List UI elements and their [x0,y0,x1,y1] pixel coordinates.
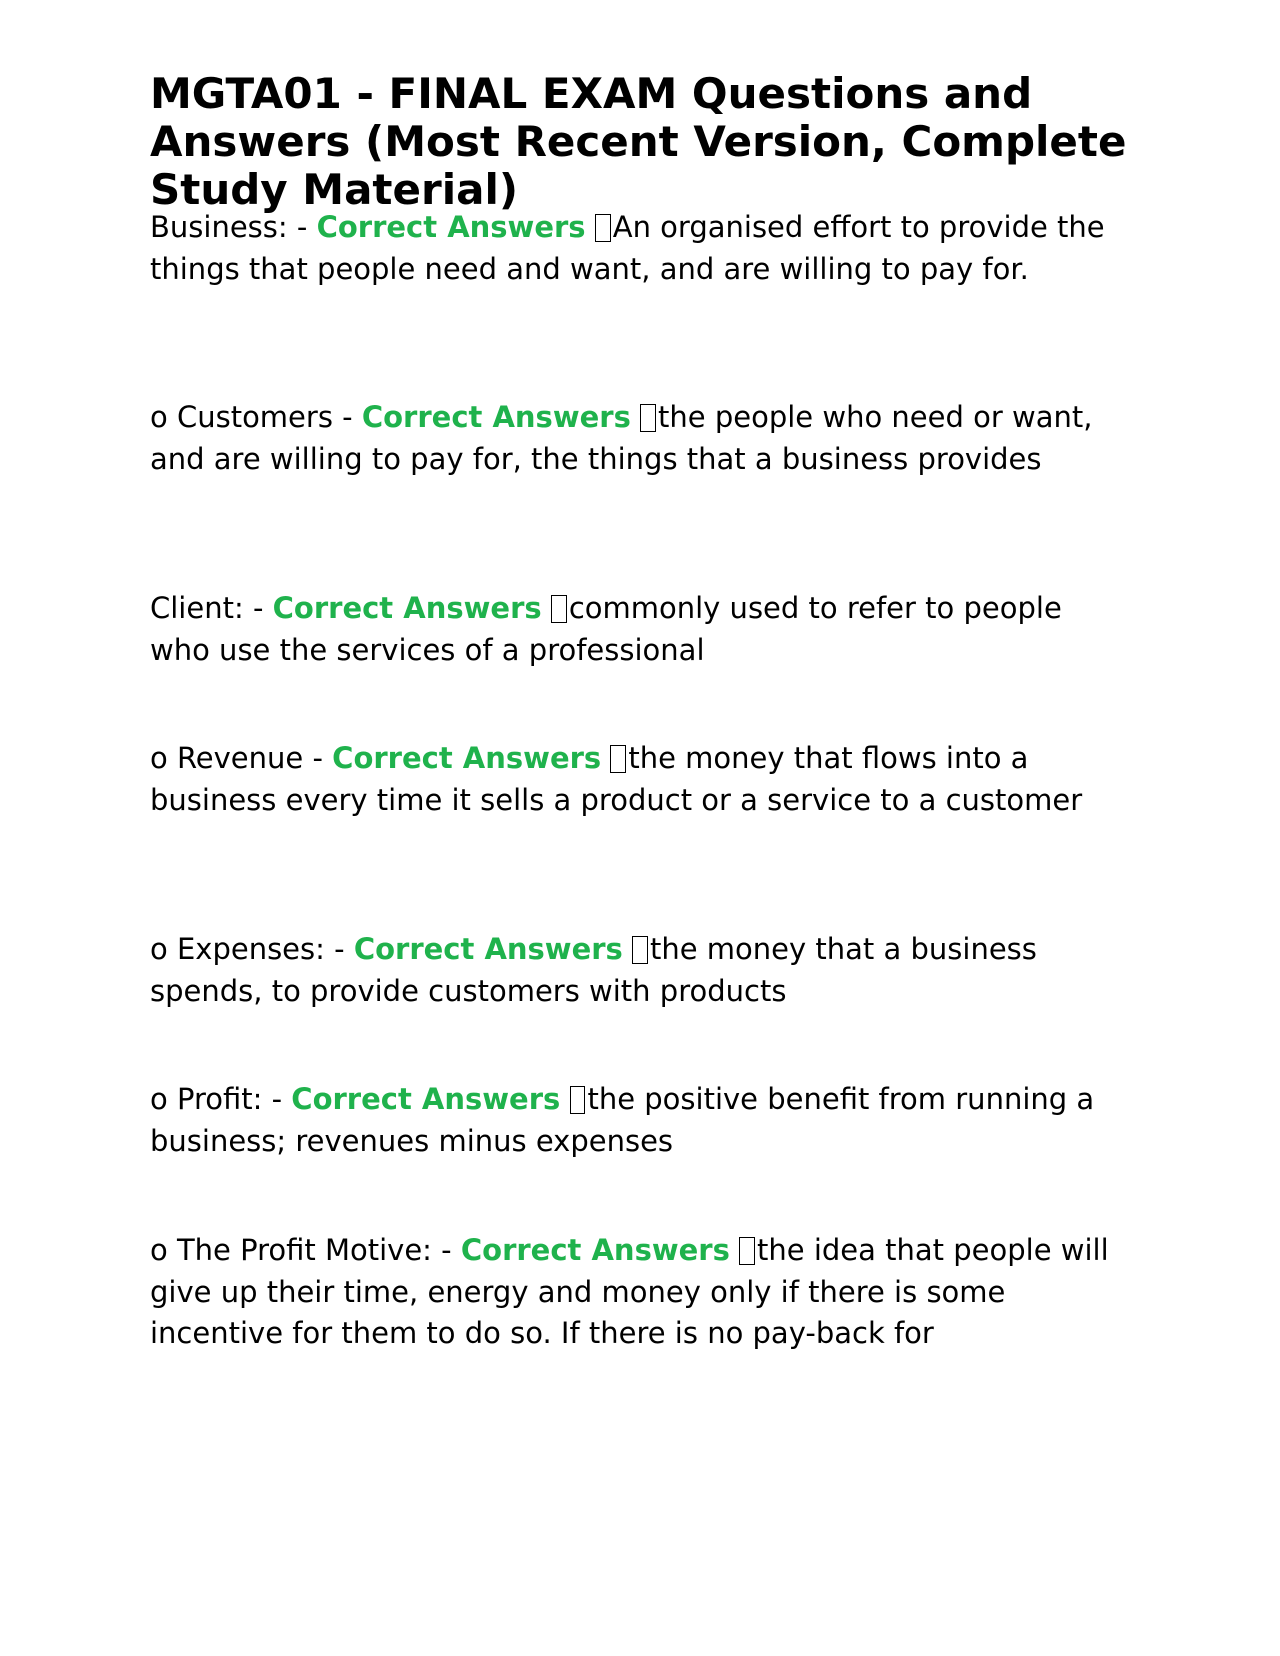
correct-answers-label: Correct Answers [353,932,623,966]
entry-profit [150,1079,1130,1162]
missing-glyph-icon [610,745,626,773]
entry-separator: - [243,591,273,625]
entry-revenue [150,738,1130,821]
missing-glyph-icon [551,595,567,623]
entry-separator: - [303,741,333,775]
entry-definition: the positive benefit from running a business; revenues minus expenses [150,1082,1095,1158]
entry-term: o Expenses: [150,932,325,966]
correct-answers-label: Correct Answers [460,1233,730,1267]
entry-separator: - [287,210,317,244]
entry-client [150,588,1130,671]
entry-definition: the money that a business spends, to provide customers with products [150,932,1037,1008]
document-title: MGTA01 - FINAL EXAM Questions and Answers (Most Recent Version, Complete Study Material) [150,69,1127,214]
entry-term: o Revenue [150,741,304,775]
entry-definition: the idea that people will give up their time, energy and money only if there is some incentive for them to do so. If there is no pay-back for [150,1233,1109,1350]
correct-answers-label: Correct Answers [272,591,542,625]
correct-answers-label: Correct Answers [361,400,631,434]
entry-term: o The Profit Motive: [150,1233,432,1267]
missing-glyph-icon [640,404,656,432]
entry-definition: the people who need or want, and are willing to pay for, the things that a business provides [150,400,1093,476]
entry-term: o Profit: [150,1082,263,1116]
entry-term: Business: [150,210,288,244]
missing-glyph-icon [632,936,648,964]
entry-separator: - [431,1233,461,1267]
entry-term: o Customers [150,400,333,434]
entry-separator: - [332,400,362,434]
entry-customers [150,397,1130,480]
entry-separator: - [324,932,354,966]
missing-glyph-icon [739,1237,755,1265]
correct-answers-label: Correct Answers [332,741,602,775]
entry-definition: An organised effort to provide the things that people need and want, and are willing to pay for. [150,210,1105,286]
correct-answers-label: Correct Answers [316,210,586,244]
missing-glyph-icon [570,1086,586,1114]
entry-separator: - [262,1082,292,1116]
entry-definition: commonly used to refer to people who use the services of a professional [150,591,1062,667]
entry-expenses [150,929,1130,1012]
entry-profit-motive [150,1230,1130,1355]
entry-term: Client: [150,591,244,625]
entry-definition: the money that flows into a business every time it sells a product or a service to a customer [150,741,1083,817]
correct-answers-label: Correct Answers [291,1082,561,1116]
missing-glyph-icon [595,214,611,242]
entry-business [150,207,1130,290]
